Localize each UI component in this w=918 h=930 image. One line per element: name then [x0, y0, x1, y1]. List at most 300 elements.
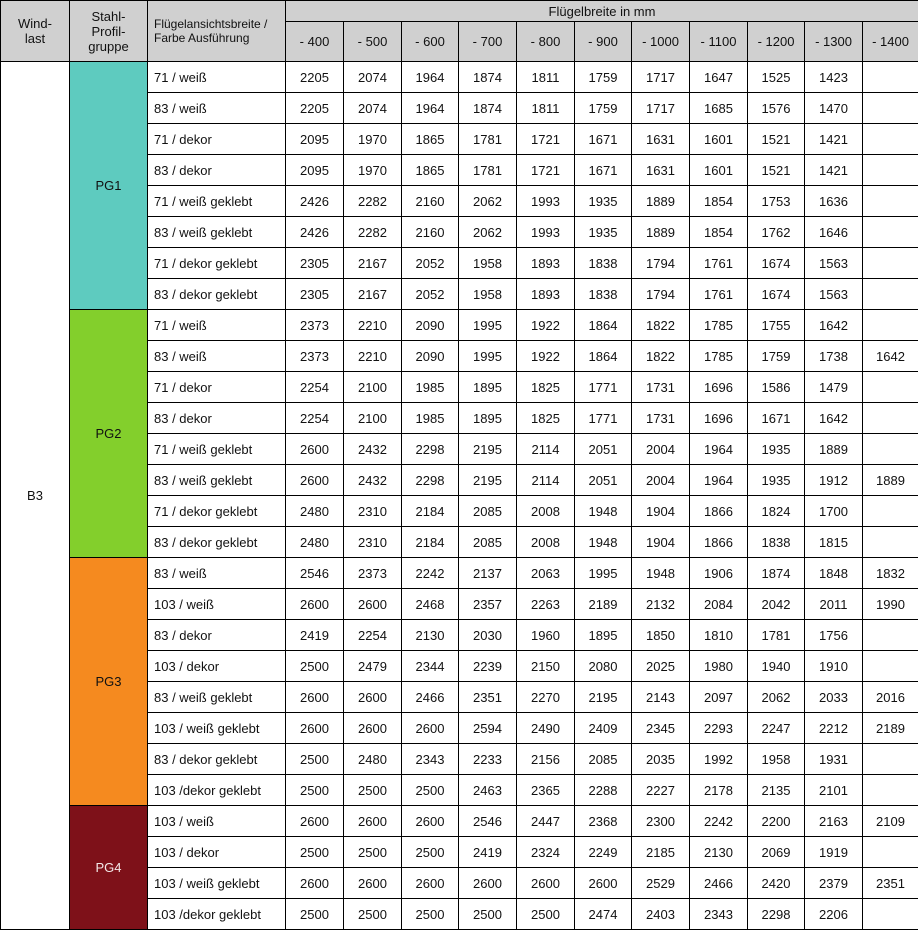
value-cell: 2365 — [517, 775, 575, 806]
value-cell: 1931 — [805, 744, 863, 775]
value-cell: 2195 — [575, 682, 632, 713]
value-cell: 1948 — [632, 558, 690, 589]
value-cell — [863, 372, 918, 403]
value-cell: 2600 — [286, 713, 344, 744]
value-cell: 1785 — [690, 341, 748, 372]
variant-label: 71 / weiß — [148, 62, 286, 93]
value-cell: 1910 — [805, 651, 863, 682]
value-cell: 2480 — [286, 527, 344, 558]
value-cell: 1642 — [805, 403, 863, 434]
value-cell: 2600 — [286, 806, 344, 837]
value-cell: 2480 — [286, 496, 344, 527]
value-cell: 2600 — [286, 682, 344, 713]
variant-label: 83 / dekor — [148, 620, 286, 651]
value-cell: 1762 — [748, 217, 805, 248]
value-cell: 1912 — [805, 465, 863, 496]
windlast-cell: B3 — [1, 62, 70, 930]
value-cell: 2310 — [344, 496, 402, 527]
value-cell: 1810 — [690, 620, 748, 651]
value-cell: 2373 — [344, 558, 402, 589]
width-header: - 1200 — [748, 22, 805, 62]
value-cell: 2008 — [517, 527, 575, 558]
value-cell: 1470 — [805, 93, 863, 124]
windlast-header: Wind- last — [1, 1, 70, 62]
value-cell: 2156 — [517, 744, 575, 775]
value-cell: 2298 — [402, 465, 459, 496]
variant-label: 103 / weiß — [148, 589, 286, 620]
value-cell: 2080 — [575, 651, 632, 682]
value-cell: 1874 — [748, 558, 805, 589]
variant-label: 71 / weiß geklebt — [148, 434, 286, 465]
table-row — [1, 806, 918, 837]
variant-label: 103 /dekor geklebt — [148, 899, 286, 930]
value-cell — [863, 496, 918, 527]
value-cell: 2500 — [402, 899, 459, 930]
value-cell: 1423 — [805, 62, 863, 93]
value-cell: 1700 — [805, 496, 863, 527]
value-cell: 2500 — [344, 899, 402, 930]
value-cell: 1421 — [805, 124, 863, 155]
value-cell: 1771 — [575, 372, 632, 403]
value-cell — [863, 527, 918, 558]
value-cell: 1717 — [632, 62, 690, 93]
value-cell: 2600 — [344, 713, 402, 744]
value-cell: 2189 — [575, 589, 632, 620]
value-cell — [863, 837, 918, 868]
value-cell: 1895 — [459, 372, 517, 403]
value-cell: 2051 — [575, 465, 632, 496]
value-cell: 2600 — [517, 868, 575, 899]
variant-label: 83 / dekor — [148, 403, 286, 434]
profile-group-cell: PG1 — [70, 62, 148, 310]
value-cell: 2062 — [459, 217, 517, 248]
variant-label: 71 / dekor geklebt — [148, 496, 286, 527]
value-cell: 1935 — [575, 186, 632, 217]
value-cell: 2052 — [402, 248, 459, 279]
variant-label: 83 / weiß geklebt — [148, 217, 286, 248]
value-cell: 2130 — [690, 837, 748, 868]
value-cell: 2373 — [286, 310, 344, 341]
variant-label: 103 / weiß geklebt — [148, 868, 286, 899]
fluegelbreite-header: Flügelbreite in mm — [286, 1, 918, 22]
value-cell: 1970 — [344, 155, 402, 186]
variant-label: 83 / weiß geklebt — [148, 682, 286, 713]
profilgruppe-header: Stahl- Profil- gruppe — [70, 1, 148, 62]
value-cell: 1893 — [517, 248, 575, 279]
value-cell: 2114 — [517, 465, 575, 496]
value-cell: 2270 — [517, 682, 575, 713]
value-cell: 1854 — [690, 217, 748, 248]
value-cell — [863, 62, 918, 93]
value-cell: 1995 — [459, 341, 517, 372]
value-cell: 2600 — [459, 868, 517, 899]
value-cell: 2205 — [286, 93, 344, 124]
value-cell: 2300 — [632, 806, 690, 837]
value-cell: 2298 — [402, 434, 459, 465]
value-cell: 1980 — [690, 651, 748, 682]
value-cell: 1642 — [805, 310, 863, 341]
value-cell — [863, 217, 918, 248]
value-cell: 2600 — [402, 806, 459, 837]
width-header: - 1100 — [690, 22, 748, 62]
variant-label: 71 / weiß geklebt — [148, 186, 286, 217]
value-cell: 1838 — [575, 248, 632, 279]
value-cell: 2529 — [632, 868, 690, 899]
width-header: - 400 — [286, 22, 344, 62]
value-cell: 2600 — [286, 434, 344, 465]
value-cell: 2594 — [459, 713, 517, 744]
value-cell: 1586 — [748, 372, 805, 403]
value-cell: 2184 — [402, 496, 459, 527]
value-cell: 2500 — [402, 775, 459, 806]
value-cell: 2600 — [344, 682, 402, 713]
variant-label: 103 /dekor geklebt — [148, 775, 286, 806]
variant-label: 71 / dekor — [148, 372, 286, 403]
variant-label: 83 / dekor geklebt — [148, 279, 286, 310]
profile-group-cell: PG3 — [70, 558, 148, 806]
width-header: - 500 — [344, 22, 402, 62]
value-cell: 2135 — [748, 775, 805, 806]
value-cell: 2178 — [690, 775, 748, 806]
value-cell: 2463 — [459, 775, 517, 806]
value-cell: 1631 — [632, 155, 690, 186]
value-cell: 1960 — [517, 620, 575, 651]
value-cell: 1838 — [748, 527, 805, 558]
value-cell: 1940 — [748, 651, 805, 682]
value-cell: 1636 — [805, 186, 863, 217]
value-cell: 2600 — [575, 868, 632, 899]
value-cell: 1874 — [459, 62, 517, 93]
value-cell: 1563 — [805, 248, 863, 279]
profile-group-cell: PG2 — [70, 310, 148, 558]
value-cell: 2344 — [402, 651, 459, 682]
value-cell: 2150 — [517, 651, 575, 682]
profile-group-cell: PG4 — [70, 806, 148, 930]
value-cell — [863, 403, 918, 434]
value-cell: 1601 — [690, 124, 748, 155]
variant-label: 83 / weiß geklebt — [148, 465, 286, 496]
value-cell: 1866 — [690, 496, 748, 527]
width-header: - 1300 — [805, 22, 863, 62]
value-cell: 1970 — [344, 124, 402, 155]
value-cell — [863, 899, 918, 930]
value-cell: 1674 — [748, 248, 805, 279]
value-cell: 2600 — [402, 713, 459, 744]
value-cell: 2373 — [286, 341, 344, 372]
value-cell: 1992 — [690, 744, 748, 775]
value-cell: 1642 — [863, 341, 918, 372]
value-cell: 2600 — [344, 806, 402, 837]
value-cell: 2288 — [575, 775, 632, 806]
value-cell: 1993 — [517, 217, 575, 248]
value-cell: 1825 — [517, 403, 575, 434]
value-cell: 2167 — [344, 279, 402, 310]
value-cell: 2242 — [402, 558, 459, 589]
value-cell: 1771 — [575, 403, 632, 434]
value-cell — [863, 310, 918, 341]
value-cell: 2480 — [344, 744, 402, 775]
value-cell: 2426 — [286, 217, 344, 248]
value-cell: 1631 — [632, 124, 690, 155]
width-header: - 700 — [459, 22, 517, 62]
value-cell: 2011 — [805, 589, 863, 620]
value-cell: 1717 — [632, 93, 690, 124]
value-cell: 2062 — [748, 682, 805, 713]
value-cell: 2500 — [344, 837, 402, 868]
value-cell: 1889 — [863, 465, 918, 496]
value-cell: 1874 — [459, 93, 517, 124]
value-cell: 2600 — [286, 589, 344, 620]
value-cell: 1781 — [459, 124, 517, 155]
value-cell: 1935 — [748, 434, 805, 465]
value-cell: 2479 — [344, 651, 402, 682]
value-cell: 2343 — [402, 744, 459, 775]
value-cell — [863, 124, 918, 155]
variant-label: 103 / weiß geklebt — [148, 713, 286, 744]
value-cell: 1993 — [517, 186, 575, 217]
value-cell: 1964 — [402, 62, 459, 93]
value-cell: 1685 — [690, 93, 748, 124]
value-cell: 2420 — [748, 868, 805, 899]
value-cell: 1904 — [632, 496, 690, 527]
value-cell: 2132 — [632, 589, 690, 620]
value-cell: 2212 — [805, 713, 863, 744]
value-cell: 2254 — [344, 620, 402, 651]
variant-label: 83 / dekor — [148, 155, 286, 186]
value-cell: 2490 — [517, 713, 575, 744]
value-cell: 2447 — [517, 806, 575, 837]
value-cell: 1922 — [517, 341, 575, 372]
value-cell: 2466 — [690, 868, 748, 899]
value-cell: 2546 — [286, 558, 344, 589]
value-cell: 2343 — [690, 899, 748, 930]
value-cell: 2379 — [805, 868, 863, 899]
value-cell: 1811 — [517, 62, 575, 93]
value-cell: 2163 — [805, 806, 863, 837]
value-cell: 2062 — [459, 186, 517, 217]
value-cell: 2052 — [402, 279, 459, 310]
value-cell: 2085 — [575, 744, 632, 775]
value-cell: 1781 — [459, 155, 517, 186]
width-header: - 900 — [575, 22, 632, 62]
value-cell: 2500 — [459, 899, 517, 930]
value-cell: 2090 — [402, 310, 459, 341]
value-cell: 1825 — [517, 372, 575, 403]
value-cell: 2095 — [286, 124, 344, 155]
value-cell: 2100 — [344, 403, 402, 434]
value-cell: 2419 — [459, 837, 517, 868]
value-cell: 2254 — [286, 372, 344, 403]
value-cell: 1866 — [690, 527, 748, 558]
variant-label: 103 / dekor — [148, 837, 286, 868]
value-cell: 2051 — [575, 434, 632, 465]
value-cell: 2189 — [863, 713, 918, 744]
value-cell: 2500 — [286, 837, 344, 868]
value-cell: 1990 — [863, 589, 918, 620]
value-cell: 2293 — [690, 713, 748, 744]
value-cell: 2324 — [517, 837, 575, 868]
value-cell — [863, 651, 918, 682]
width-header: - 1400 — [863, 22, 918, 62]
value-cell: 1671 — [575, 124, 632, 155]
value-cell: 2345 — [632, 713, 690, 744]
value-cell: 2063 — [517, 558, 575, 589]
value-cell: 2143 — [632, 682, 690, 713]
value-cell: 2210 — [344, 310, 402, 341]
value-cell: 2403 — [632, 899, 690, 930]
table-row — [1, 62, 918, 93]
value-cell: 2084 — [690, 589, 748, 620]
value-cell: 1958 — [459, 248, 517, 279]
value-cell: 2249 — [575, 837, 632, 868]
value-cell: 2008 — [517, 496, 575, 527]
value-cell: 2432 — [344, 465, 402, 496]
value-cell: 2368 — [575, 806, 632, 837]
value-cell: 2095 — [286, 155, 344, 186]
value-cell: 1721 — [517, 124, 575, 155]
value-cell: 1421 — [805, 155, 863, 186]
value-cell: 1794 — [632, 248, 690, 279]
value-cell: 2160 — [402, 217, 459, 248]
value-cell: 2500 — [286, 775, 344, 806]
value-cell: 1854 — [690, 186, 748, 217]
value-cell: 1811 — [517, 93, 575, 124]
value-cell: 2351 — [863, 868, 918, 899]
value-cell: 1731 — [632, 372, 690, 403]
value-cell: 2074 — [344, 62, 402, 93]
value-cell: 2004 — [632, 434, 690, 465]
value-cell: 2030 — [459, 620, 517, 651]
value-cell: 2242 — [690, 806, 748, 837]
variant-label: 103 / dekor — [148, 651, 286, 682]
value-cell: 1671 — [575, 155, 632, 186]
value-cell: 1756 — [805, 620, 863, 651]
value-cell: 1919 — [805, 837, 863, 868]
value-cell: 1759 — [748, 341, 805, 372]
value-cell: 2600 — [344, 868, 402, 899]
value-cell: 2310 — [344, 527, 402, 558]
value-cell: 1948 — [575, 527, 632, 558]
value-cell: 2298 — [748, 899, 805, 930]
value-cell: 2247 — [748, 713, 805, 744]
variant-label: 83 / dekor geklebt — [148, 744, 286, 775]
value-cell: 2500 — [344, 775, 402, 806]
value-cell: 2069 — [748, 837, 805, 868]
value-cell: 2206 — [805, 899, 863, 930]
value-cell: 1889 — [805, 434, 863, 465]
value-cell: 2600 — [286, 465, 344, 496]
value-cell: 2432 — [344, 434, 402, 465]
value-cell: 2035 — [632, 744, 690, 775]
table-row — [1, 310, 918, 341]
value-cell: 1935 — [748, 465, 805, 496]
value-cell: 2097 — [690, 682, 748, 713]
value-cell: 1601 — [690, 155, 748, 186]
value-cell: 2109 — [863, 806, 918, 837]
value-cell: 2546 — [459, 806, 517, 837]
value-cell: 1696 — [690, 372, 748, 403]
value-cell — [863, 744, 918, 775]
value-cell: 2184 — [402, 527, 459, 558]
value-cell: 1563 — [805, 279, 863, 310]
value-cell: 1822 — [632, 310, 690, 341]
value-cell: 1848 — [805, 558, 863, 589]
value-cell: 1904 — [632, 527, 690, 558]
value-cell: 1781 — [748, 620, 805, 651]
value-cell: 2074 — [344, 93, 402, 124]
value-cell: 1889 — [632, 186, 690, 217]
value-cell: 2500 — [517, 899, 575, 930]
value-cell: 1895 — [459, 403, 517, 434]
value-cell: 1964 — [690, 434, 748, 465]
value-cell: 1738 — [805, 341, 863, 372]
value-cell: 1889 — [632, 217, 690, 248]
value-cell: 1895 — [575, 620, 632, 651]
value-cell: 1761 — [690, 279, 748, 310]
value-cell: 2409 — [575, 713, 632, 744]
value-cell: 2233 — [459, 744, 517, 775]
value-cell: 1865 — [402, 155, 459, 186]
value-cell: 2004 — [632, 465, 690, 496]
value-cell: 2419 — [286, 620, 344, 651]
value-cell: 2263 — [517, 589, 575, 620]
table-row — [1, 558, 918, 589]
value-cell: 1893 — [517, 279, 575, 310]
value-cell: 1731 — [632, 403, 690, 434]
value-cell: 2160 — [402, 186, 459, 217]
variant-label: 83 / dekor geklebt — [148, 527, 286, 558]
value-cell: 1824 — [748, 496, 805, 527]
value-cell — [863, 279, 918, 310]
value-cell: 2085 — [459, 496, 517, 527]
value-cell: 1958 — [459, 279, 517, 310]
value-cell: 1759 — [575, 62, 632, 93]
value-cell: 1674 — [748, 279, 805, 310]
ansicht-header: Flügelansichtsbreite / Farbe Ausführung — [148, 1, 286, 62]
value-cell: 2090 — [402, 341, 459, 372]
value-cell: 2600 — [344, 589, 402, 620]
value-cell: 1794 — [632, 279, 690, 310]
value-cell: 2100 — [344, 372, 402, 403]
value-cell: 2351 — [459, 682, 517, 713]
value-cell: 2101 — [805, 775, 863, 806]
value-cell: 2500 — [286, 899, 344, 930]
value-cell: 1525 — [748, 62, 805, 93]
value-cell: 2305 — [286, 279, 344, 310]
value-cell: 1864 — [575, 310, 632, 341]
value-cell: 1964 — [402, 93, 459, 124]
value-cell: 2210 — [344, 341, 402, 372]
value-cell: 2227 — [632, 775, 690, 806]
value-cell: 2426 — [286, 186, 344, 217]
value-cell: 1815 — [805, 527, 863, 558]
value-cell: 1922 — [517, 310, 575, 341]
value-cell: 1995 — [575, 558, 632, 589]
value-cell: 1721 — [517, 155, 575, 186]
value-cell: 1759 — [575, 93, 632, 124]
value-cell: 2016 — [863, 682, 918, 713]
value-cell: 1755 — [748, 310, 805, 341]
value-cell — [863, 248, 918, 279]
value-cell: 2185 — [632, 837, 690, 868]
value-cell: 2500 — [402, 837, 459, 868]
value-cell: 2195 — [459, 434, 517, 465]
variant-label: 83 / weiß — [148, 93, 286, 124]
variant-label: 103 / weiß — [148, 806, 286, 837]
width-header: - 1000 — [632, 22, 690, 62]
value-cell — [863, 434, 918, 465]
value-cell — [863, 620, 918, 651]
